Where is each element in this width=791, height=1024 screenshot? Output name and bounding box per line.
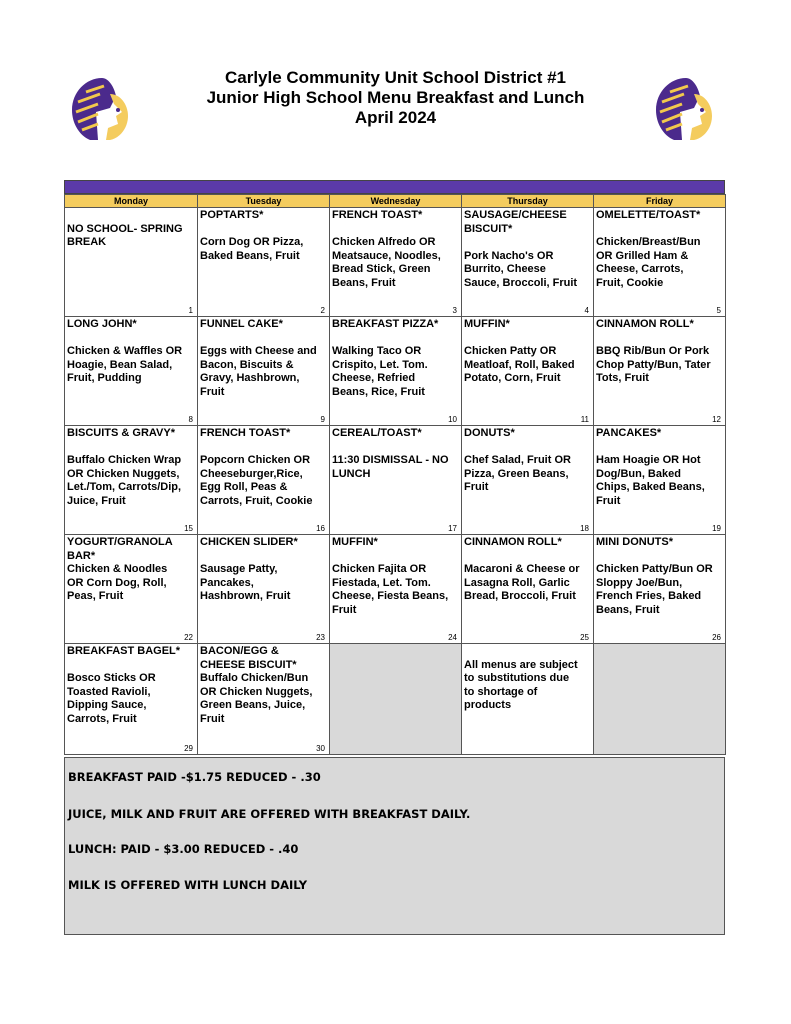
day-cell xyxy=(198,535,330,644)
day-cell xyxy=(462,644,594,755)
menu-line: BISCUITS & GRAVY* xyxy=(67,427,175,439)
menu-line xyxy=(596,223,723,237)
day-cell xyxy=(330,535,462,644)
week-row xyxy=(65,426,726,535)
day-cell xyxy=(594,644,726,755)
weekday-header: Friday xyxy=(594,195,726,208)
menu-line xyxy=(332,550,459,564)
day-number: 26 xyxy=(712,633,721,642)
menu-line: Burrito, Cheese xyxy=(464,263,546,276)
menu-line: Dog/Bun, Baked xyxy=(596,467,681,480)
menu-line: BAR* xyxy=(67,549,96,562)
day-number: 11 xyxy=(580,415,589,424)
menu-line: Chef Salad, Fruit OR xyxy=(464,454,571,467)
menu-line xyxy=(67,209,195,223)
day-cell xyxy=(198,426,330,535)
menu-line: LONG JOHN* xyxy=(67,318,137,330)
menu-line: Fruit xyxy=(596,494,621,507)
menu-line: Fruit, Cookie xyxy=(596,276,664,289)
week-row xyxy=(65,208,726,317)
day-cell xyxy=(198,208,330,317)
menu-line: Sloppy Joe/Bun, xyxy=(596,576,683,589)
weekday-header: Tuesday xyxy=(198,195,330,208)
breakfast-offer-note: JUICE, MILK AND FRUIT ARE OFFERED WITH BREAKFAST DAILY. xyxy=(68,807,471,821)
menu-line: OR Corn Dog, Roll, xyxy=(67,576,167,589)
district-title: Carlyle Community Unit School District #1 xyxy=(224,68,566,87)
menu-line: Juice, Fruit xyxy=(67,494,126,507)
menu-line: Baked Beans, Fruit xyxy=(200,249,300,262)
menu-line: Fruit xyxy=(200,385,225,398)
day-cell xyxy=(462,426,594,535)
menu-line: Chicken & Waffles OR xyxy=(67,345,183,358)
menu-line: Chicken Patty OR xyxy=(464,345,557,358)
menu-line: Macaroni & Cheese or xyxy=(464,563,580,576)
menu-line: Cheese, Carrots, xyxy=(596,263,684,276)
menu-calendar xyxy=(64,194,726,755)
menu-line xyxy=(464,645,591,659)
menu-line xyxy=(464,550,591,564)
day-number: 24 xyxy=(448,633,457,642)
menu-line: Bosco Sticks OR xyxy=(67,672,156,685)
day-number: 15 xyxy=(184,524,193,533)
menu-line: Hashbrown, Fruit xyxy=(200,590,291,603)
menu-line: NO SCHOOL- SPRING xyxy=(67,222,183,235)
menu-line: Fruit xyxy=(332,603,357,616)
menu-line: Pizza, Green Beans, xyxy=(464,467,569,480)
menu-line: BREAKFAST PIZZA* xyxy=(332,318,439,330)
menu-line: Pancakes, xyxy=(200,576,254,589)
weekday-header: Thursday xyxy=(462,195,594,208)
menu-line: Eggs with Cheese and xyxy=(200,345,317,358)
menu-line xyxy=(464,236,591,250)
menu-line: Toasted Ravioli, xyxy=(67,685,151,698)
day-number: 19 xyxy=(712,524,721,533)
menu-line: BACON/EGG & xyxy=(200,645,279,657)
menu-line: CHICKEN SLIDER* xyxy=(200,536,298,548)
day-number: 23 xyxy=(316,633,325,642)
day-number: 3 xyxy=(452,306,457,315)
menu-line: Walking Taco OR xyxy=(332,345,422,358)
menu-title: Junior High School Menu Breakfast and Lunch xyxy=(206,88,585,107)
day-cell xyxy=(330,208,462,317)
menu-line xyxy=(464,332,591,346)
price-notes xyxy=(64,757,725,935)
menu-line xyxy=(596,332,723,346)
menu-line: All menus are subject xyxy=(464,658,578,671)
menu-line: products xyxy=(464,699,512,712)
menu-line: Egg Roll, Peas & xyxy=(200,481,288,494)
day-cell xyxy=(462,317,594,426)
day-cell xyxy=(462,535,594,644)
menu-line: BBQ Rib/Bun Or Pork xyxy=(596,345,710,358)
week-row xyxy=(65,644,726,755)
menu-line: POPTARTS* xyxy=(200,209,264,221)
weekday-header: Wednesday xyxy=(330,195,462,208)
day-number: 1 xyxy=(188,306,193,315)
menu-line: Fruit xyxy=(200,712,225,725)
menu-line: Carrots, Fruit xyxy=(67,712,137,725)
day-cell xyxy=(594,426,726,535)
day-number: 10 xyxy=(448,415,457,424)
day-cell xyxy=(65,317,198,426)
menu-line: Tots, Fruit xyxy=(596,372,649,385)
day-number: 30 xyxy=(316,744,325,753)
menu-line: Fruit xyxy=(464,481,489,494)
menu-line xyxy=(596,441,723,455)
day-cell xyxy=(594,208,726,317)
menu-line: Chicken Fajita OR xyxy=(332,563,427,576)
menu-line: Beans, Fruit xyxy=(332,276,396,289)
mascot-logo-left xyxy=(66,72,138,144)
menu-line: Hoagie, Bean Salad, xyxy=(67,358,173,371)
day-number: 9 xyxy=(320,415,325,424)
day-cell xyxy=(198,317,330,426)
menu-line: PANCAKES* xyxy=(596,427,662,439)
menu-line: BREAK xyxy=(67,236,107,249)
menu-line: Gravy, Hashbrown, xyxy=(200,372,300,385)
day-number: 4 xyxy=(584,306,589,315)
menu-line: Bacon, Biscuits & xyxy=(200,358,294,371)
menu-line: Chop Patty/Bun, Tater xyxy=(596,358,711,371)
menu-line: Chips, Baked Beans, xyxy=(596,481,705,494)
breakfast-price-note: BREAKFAST PAID -$1.75 REDUCED - .30 xyxy=(68,770,321,784)
menu-line: Potato, Corn, Fruit xyxy=(464,372,561,385)
menu-line xyxy=(332,332,459,346)
menu-line: Meatsauce, Noodles, xyxy=(332,249,441,262)
menu-line: to substitutions due xyxy=(464,672,570,685)
menu-line: MINI DONUTS* xyxy=(596,536,673,548)
day-cell xyxy=(198,644,330,755)
day-number: 17 xyxy=(448,524,457,533)
week-row xyxy=(65,535,726,644)
menu-line: Chicken Patty/Bun OR xyxy=(596,563,713,576)
menu-line: Ham Hoagie OR Hot xyxy=(596,454,701,467)
menu-line: LUNCH xyxy=(332,467,371,480)
day-number: 2 xyxy=(320,306,325,315)
calendar-header-bar xyxy=(64,180,725,194)
menu-line: YOGURT/GRANOLA xyxy=(67,536,173,548)
menu-line: OR Grilled Ham & xyxy=(596,249,689,262)
day-number: 8 xyxy=(188,415,193,424)
menu-line xyxy=(596,550,723,564)
menu-line: Lasagna Roll, Garlic xyxy=(464,576,570,589)
day-number: 12 xyxy=(712,415,721,424)
month-title: April 2024 xyxy=(354,108,437,127)
menu-line: Meatloaf, Roll, Baked xyxy=(464,358,575,371)
menu-line: Dipping Sauce, xyxy=(67,699,147,712)
day-number: 29 xyxy=(184,744,193,753)
lunch-price-note: LUNCH: PAID - $3.00 REDUCED - .40 xyxy=(68,842,299,856)
menu-line: Chicken & Noodles xyxy=(67,563,168,576)
menu-line: FRENCH TOAST* xyxy=(332,209,423,221)
day-cell xyxy=(594,317,726,426)
day-number: 5 xyxy=(716,306,721,315)
weekday-header-row xyxy=(65,195,726,208)
menu-line: Cheese, Fiesta Beans, xyxy=(332,590,449,603)
week-row xyxy=(65,317,726,426)
menu-line: Chicken/Breast/Bun xyxy=(596,236,701,249)
menu-line xyxy=(67,659,195,673)
day-cell xyxy=(65,644,198,755)
menu-line xyxy=(200,441,327,455)
menu-line xyxy=(200,223,327,237)
menu-line: Sausage Patty, xyxy=(200,563,278,576)
menu-line: Cheese, Refried xyxy=(332,372,416,385)
menu-line xyxy=(332,223,459,237)
menu-line: Bread Stick, Green xyxy=(332,263,431,276)
menu-line: BISCUIT* xyxy=(464,222,513,235)
menu-line: Crispito, Let. Tom. xyxy=(332,358,428,371)
menu-line: CEREAL/TOAST* xyxy=(332,427,422,439)
menu-line: OMELETTE/TOAST* xyxy=(596,209,701,221)
menu-line: Chicken Alfredo OR xyxy=(332,236,436,249)
menu-line: Popcorn Chicken OR xyxy=(200,454,311,467)
menu-line: to shortage of xyxy=(464,685,538,698)
weekday-header: Monday xyxy=(65,195,198,208)
day-number: 18 xyxy=(580,524,589,533)
menu-line: Green Beans, Juice, xyxy=(200,699,306,712)
day-cell xyxy=(462,208,594,317)
menu-line: Let./Tom, Carrots/Dip, xyxy=(67,481,182,494)
menu-line: CINNAMON ROLL* xyxy=(596,318,694,330)
menu-line xyxy=(332,441,459,455)
menu-line xyxy=(464,441,591,455)
menu-line: Peas, Fruit xyxy=(67,590,124,603)
menu-line xyxy=(200,332,327,346)
menu-line: Beans, Rice, Fruit xyxy=(332,385,425,398)
menu-line: FRENCH TOAST* xyxy=(200,427,291,439)
menu-line: Sauce, Broccoli, Fruit xyxy=(464,276,578,289)
menu-line xyxy=(67,441,195,455)
menu-line: French Fries, Baked xyxy=(596,590,702,603)
day-number: 25 xyxy=(580,633,589,642)
menu-line: Fruit, Pudding xyxy=(67,372,142,385)
day-cell xyxy=(330,426,462,535)
menu-line: OR Chicken Nuggets, xyxy=(200,685,313,698)
menu-line: Pork Nacho's OR xyxy=(464,249,554,262)
menu-line: Buffalo Chicken/Bun xyxy=(200,672,309,685)
menu-line xyxy=(67,332,195,346)
day-number: 22 xyxy=(184,633,193,642)
menu-line xyxy=(200,550,327,564)
menu-line: Fiestada, Let. Tom. xyxy=(332,576,431,589)
menu-line: OR Chicken Nuggets, xyxy=(67,467,180,480)
day-number: 16 xyxy=(316,524,325,533)
day-cell xyxy=(65,535,198,644)
menu-line: DONUTS* xyxy=(464,427,515,439)
menu-line: MUFFIN* xyxy=(332,536,378,548)
menu-line: Corn Dog OR Pizza, xyxy=(200,236,304,249)
menu-line: SAUSAGE/CHEESE xyxy=(464,209,567,221)
menu-line: Bread, Broccoli, Fruit xyxy=(464,590,576,603)
menu-line: BREAKFAST BAGEL* xyxy=(67,645,181,657)
menu-line: CHEESE BISCUIT* xyxy=(200,658,297,671)
menu-line: Beans, Fruit xyxy=(596,603,660,616)
menu-line: 11:30 DISMISSAL - NO xyxy=(332,454,449,467)
menu-line: Buffalo Chicken Wrap xyxy=(67,454,182,467)
lunch-offer-note: MILK IS OFFERED WITH LUNCH DAILY xyxy=(68,878,308,892)
menu-line: CINNAMON ROLL* xyxy=(464,536,562,548)
day-cell xyxy=(330,317,462,426)
menu-line: MUFFIN* xyxy=(464,318,510,330)
menu-line: FUNNEL CAKE* xyxy=(200,318,283,330)
menu-line: Cheeseburger,Rice, xyxy=(200,467,303,480)
day-cell xyxy=(65,426,198,535)
menu-line: Carrots, Fruit, Cookie xyxy=(200,494,313,507)
mascot-logo-right xyxy=(650,72,722,144)
day-cell xyxy=(594,535,726,644)
day-cell xyxy=(330,644,462,755)
day-cell xyxy=(65,208,198,317)
